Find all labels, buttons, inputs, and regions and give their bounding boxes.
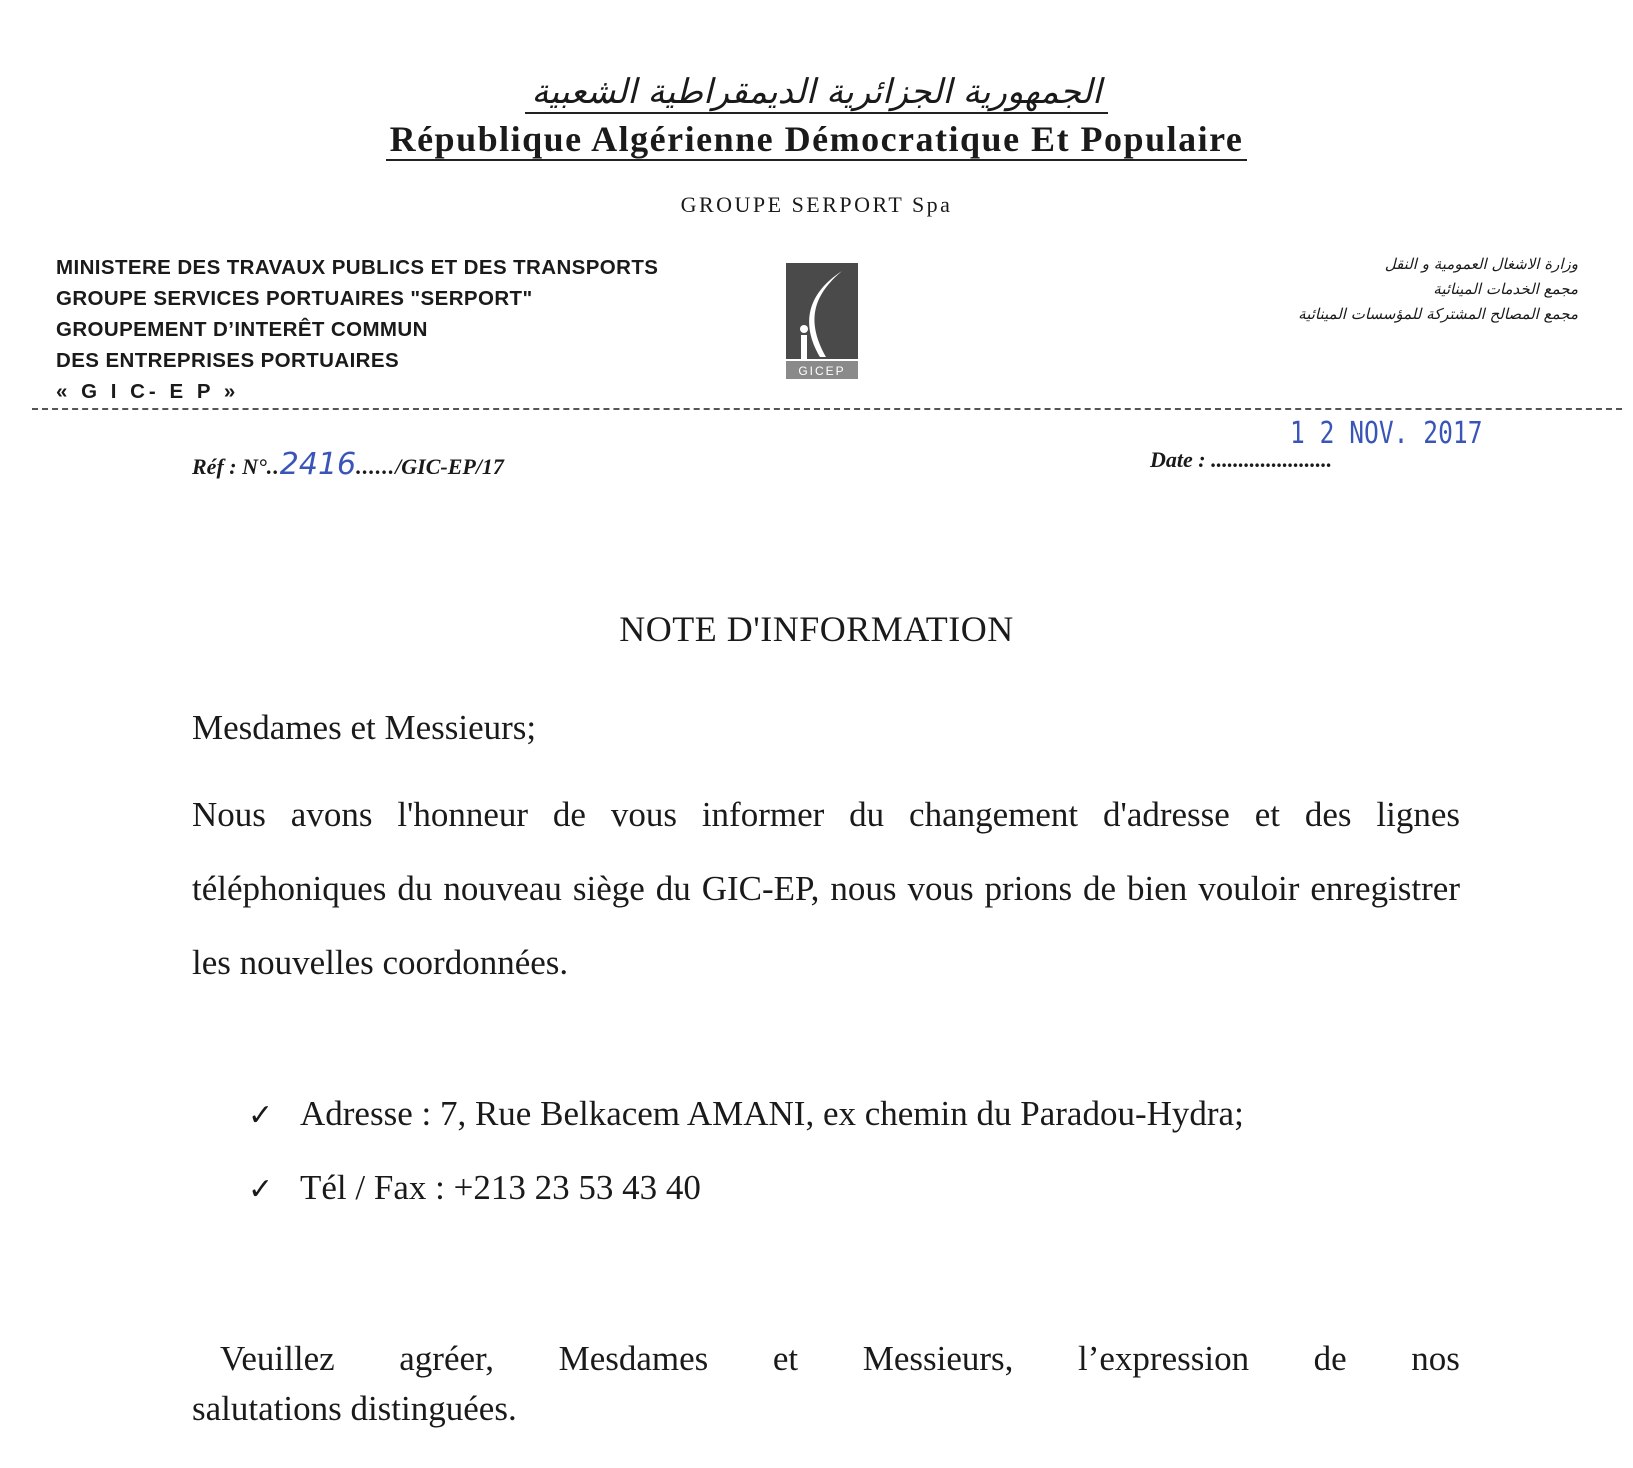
organization-block: [56, 252, 658, 407]
french-republic-heading: [0, 118, 1633, 160]
arabic-port-services-line: مجمع الخدمات المينائية: [1433, 280, 1578, 298]
contact-details-list: [248, 1078, 1244, 1226]
phone-item: [248, 1152, 1244, 1226]
groupe-serport-heading: GROUPE SERPORT Spa: [680, 192, 953, 217]
header-separator: [32, 408, 1622, 410]
body-paragraph: Nous avons l'honneur de vous informer du changement d'adresse et des lignes téléphoniques du nouveau siège du GIC-EP, nous vous prions de bien vouloir enregistrer les nouvelles coordonnées.: [192, 795, 1460, 982]
closing-word: nos: [1411, 1339, 1460, 1378]
date-dots: ......................: [1211, 447, 1333, 472]
closing-word: de: [1313, 1339, 1347, 1378]
arabic-republic-heading: [0, 72, 1633, 112]
reference-label: Réf : N°: [192, 454, 267, 479]
date-stamp: 1 2 NOV. 2017: [1290, 416, 1483, 451]
ministry-line: MINISTERE DES TRAVAUX PUBLICS ET DES TRANSPORTS: [56, 256, 659, 279]
arabic-ministry-line: وزارة الاشغال العمومية و النقل: [1384, 255, 1578, 273]
closing-line-2: salutations distinguées.: [192, 1389, 517, 1428]
salutation: Mesdames et Messieurs;: [192, 708, 537, 747]
closing-word: agréer,: [399, 1339, 495, 1378]
groupe-services-line: GROUPE SERVICES PORTUAIRES "SERPORT": [56, 287, 533, 310]
date-label: Date :: [1150, 447, 1212, 472]
checkmark-icon: ✓: [248, 1172, 274, 1207]
closing-formula: [192, 1334, 1460, 1434]
document-title: NOTE D'INFORMATION: [619, 609, 1014, 649]
entreprises-line: DES ENTREPRISES PORTUAIRES: [56, 349, 400, 372]
closing-word: l’expression: [1078, 1339, 1250, 1378]
arabic-gic-line: مجمع المصالح المشتركة للمؤسسات المينائية: [1298, 305, 1578, 323]
gicep-logo-graphic: [786, 263, 858, 379]
reference-suffix: /GIC-EP/17: [395, 454, 504, 479]
arabic-organization-block: [1298, 252, 1578, 327]
closing-word: Veuillez: [220, 1339, 335, 1378]
reference-line: Réf : N°..2416....../GIC-EP/17: [192, 447, 504, 482]
gicep-logo: [786, 263, 858, 379]
arabic-republic-text: الجمهورية الجزائرية الديمقراطية الشعبية: [525, 72, 1107, 114]
checkmark-icon: ✓: [248, 1098, 274, 1133]
date-line: [1150, 447, 1332, 473]
gicep-acronym-line: « G I C- E P »: [56, 380, 240, 403]
french-republic-text: République Algérienne Démocratique Et Populaire: [386, 119, 1248, 161]
address-text: Adresse : 7, Rue Belkacem AMANI, ex chemin du Paradou-Hydra;: [300, 1094, 1244, 1133]
logo-label: GICEP: [798, 364, 846, 378]
handwritten-reference-number: 2416: [279, 447, 357, 482]
closing-word: Messieurs,: [862, 1339, 1014, 1378]
closing-word: et: [772, 1339, 799, 1378]
address-item: [248, 1078, 1244, 1152]
groupement-line: GROUPEMENT D’INTERÊT COMMUN: [56, 318, 428, 341]
closing-word: Mesdames: [558, 1339, 709, 1378]
phone-text: Tél / Fax : +213 23 53 43 40: [300, 1168, 701, 1207]
closing-line-1: [192, 1334, 1460, 1384]
